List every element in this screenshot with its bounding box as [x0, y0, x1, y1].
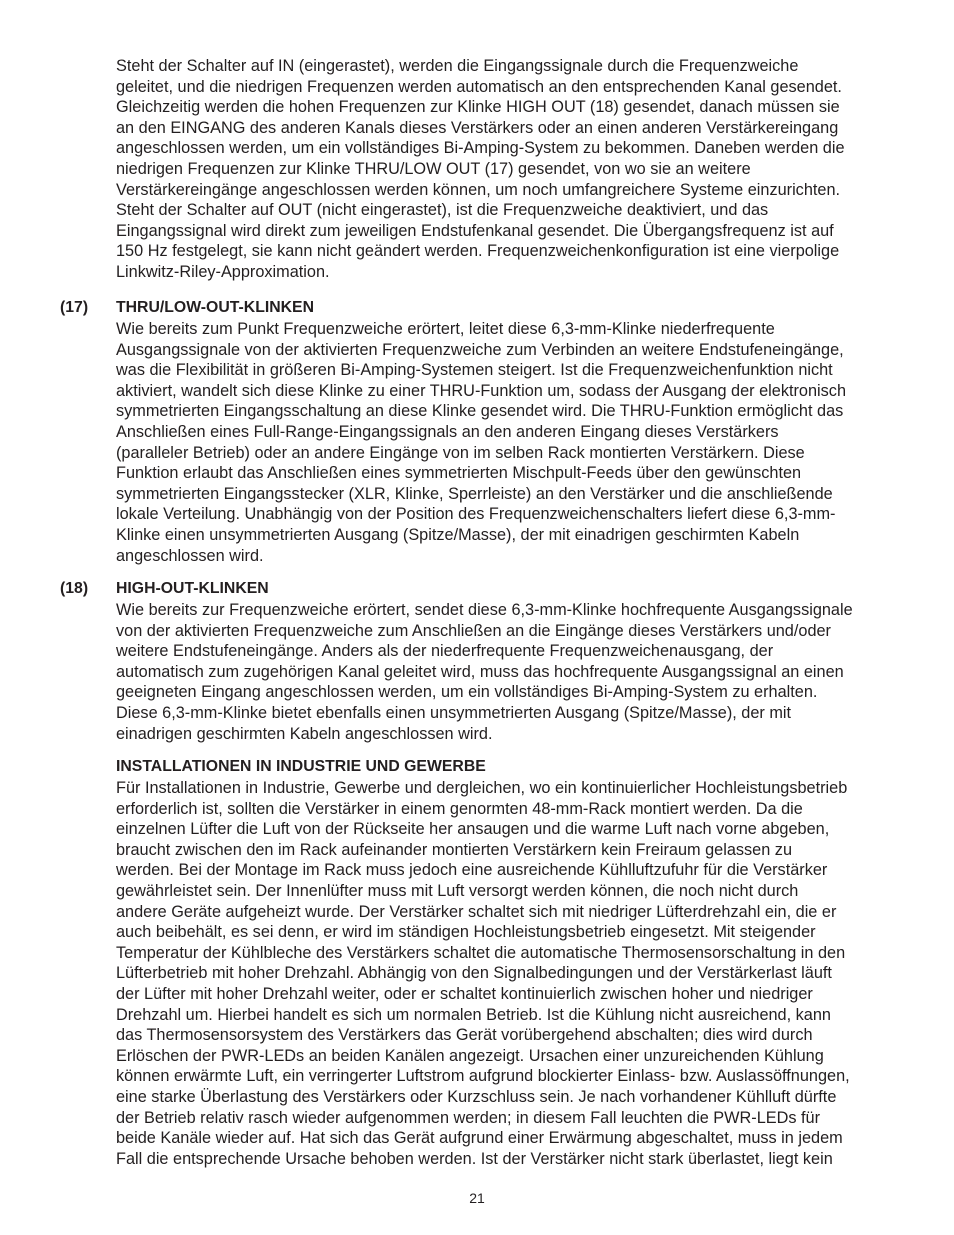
- installation-body: Für Installationen in Industrie, Gewerbe und dergleichen, wo ein kontinuierlicher Hochleistungsbetrieb erforderlich ist, sollten die Verstärker in einem genormten 48-mm-Rack montiert werden. Da die einzelnen Lüfter die Luft von der Rückseite her ansaugen und die warme Luft nach vorne abgeben, braucht zwischen den im Rack aufeinander montierten Verstärkern kein Freiraum gelassen zu werden. Bei der Montage im Rack muss jedoch eine ausreichende Kühlluftzufuhr für die Verstärker gewährleistet sein. Der Innenlüfter muss mit Luft versorgt werden können, die noch nicht durch andere Geräte aufgeheizt wurde. Der Verstärker schaltet sich mit niedriger Lüfterdrehzahl ein, die er auch beibehält, es sei denn, er wird im ständigen Hochleistungsbetrieb eingesetzt. Mit steigender Temperatur der Kühlbleche des Verstärkers schaltet die automatische Thermosensorschaltung in den Lüfterbetrieb mit hoher Drehzahl. Abhängig von den Signalbedingungen und der Verstärkerlast läuft der Lüfter mit hoher Drehzahl weiter, oder er schaltet kontinuierlich zwischen hoher und niedriger Drehzahl um. Hierbei handelt es sich um normalen Betrieb. Ist die Kühlung nicht ausreichend, kann das Thermosensorsystem des Verstärkers das Gerät vorübergehend abschalten; dies wird durch Erlöschen der PWR-LEDs an beiden Kanälen angezeigt. Ursachen einer unzureichenden Kühlung können erwärmte Luft, ein verringerter Luftstrom aufgrund blockierter Einlass- bzw. Auslassöffnungen, eine starke Überlastung des Verstärkers oder Kurzschluss sein. Je nach vorhandener Kühlluft dürfte der Betrieb relativ rasch wieder aufgenommen werden; in diesem Fall leuchten die PWR-LEDs für beide Kanäle wieder auf. Hat sich das Gerät aufgrund einer Erwärmung abgeschaltet, muss in jedem Fall die entsprechende Ursache behoben werden. Ist der Verstärker nicht stark überlastet, liegt kein: [116, 779, 850, 1168]
- intro-paragraph: Steht der Schalter auf IN (eingerastet), werden die Eingangssignale durch die Frequenzweiche geleitet, und die niedrigen Frequenzen werden automatisch an den entsprechenden Kanal gesendet. Gleichzeitig werden die hohen Frequenzen zur Klinke HIGH OUT (18) gesendet, danach müssen sie an den EINGANG des anderen Kanals dieses Verstärkers oder an einen anderen Verstärkereingang angeschlossen werden, um ein vollständiges Bi-Amping-System zu bekommen. Daneben werden die niedrigen Frequenzen zur Klinke THRU/LOW OUT (17) gesendet, von wo sie an weitere Verstärkereingänge angeschlossen werden können, um noch umfangreichere Systeme einzurichten. Steht der Schalter auf OUT (nicht eingerastet), ist die Frequenzweiche deaktiviert, und das Eingangssignal wird direkt zum jeweiligen Endstufenkanal gesendet. Die Übergangsfrequenz ist auf 150 Hz festgelegt, sie kann nicht geändert werden. Frequenzweichenkonfiguration ist eine vierpolige Linkwitz-Riley-Approximation.: [116, 57, 845, 281]
- section-17-number: (17): [60, 299, 89, 316]
- section-18-number: (18): [60, 580, 89, 597]
- section-18-body: Wie bereits zur Frequenzweiche erörtert, sendet diese 6,3-mm-Klinke hochfrequente Ausgangssignale von der aktivierten Frequenzweiche zum Anschließen an die Eingänge dieses Verstärkers und/oder weitere Endstufeneingänge. Anders als der niederfrequente Frequenzweichenausgang, der automatisch zum zugehörigen Kanal geleitet wird, muss das hochfrequente Ausgangssignal an einen geeigneten Eingang angeschlossen werden, um ein vollständiges Bi-Amping-System zu erhalten. Diese 6,3-mm-Klinke bietet ebenfalls einen unsymmetrierten Ausgang (Spitze/Masse), der mit einadrigen geschirmten Kabeln angeschlossen wird.: [116, 601, 853, 743]
- page-number: 21: [469, 1190, 485, 1206]
- section-17-body: Wie bereits zum Punkt Frequenzweiche erörtert, leitet diese 6,3-mm-Klinke niederfrequente Ausgangssignale von der aktivierten Frequenzweiche zum Verbinden an weitere Endstufeneingänge, was die Flexibilität in größeren Bi-Amping-Systemen steigert. Ist die Frequenzweichenfunktion nicht aktiviert, wandelt sich diese Klinke zu einer THRU-Funktion um, sodass der Ausgang der elektronisch symmetrierten Eingangsschaltung an diese Klinke gesendet wird. Die THRU-Funktion ermöglicht das Anschließen eines Full-Range-Eingangssignals an den anderen Eingang dieses Verstärkers (paralleler Betrieb) oder an andere Eingänge von im selben Rack montierten Verstärkern. Diese Funktion erlaubt das Anschließen eines symmetrierten Mischpult-Feeds über den gewünschten symmetrierten Eingangsstecker (XLR, Klinke, Sperrleiste) an den Verstärker und die anschließende lokale Verteilung. Unabhängig von der Position des Frequenzweichenschalters liefert diese 6,3-mm- Klinke einen unsymmetrierten Ausgang (Spitze/Masse), der mit einadrigen geschirmten Kabeln angeschlossen wird.: [116, 320, 846, 565]
- section-17-heading: THRU/LOW-OUT-KLINKEN: [116, 299, 314, 316]
- installation-heading: INSTALLATIONEN IN INDUSTRIE UND GEWERBE: [116, 758, 486, 775]
- section-18-heading: HIGH-OUT-KLINKEN: [116, 580, 269, 597]
